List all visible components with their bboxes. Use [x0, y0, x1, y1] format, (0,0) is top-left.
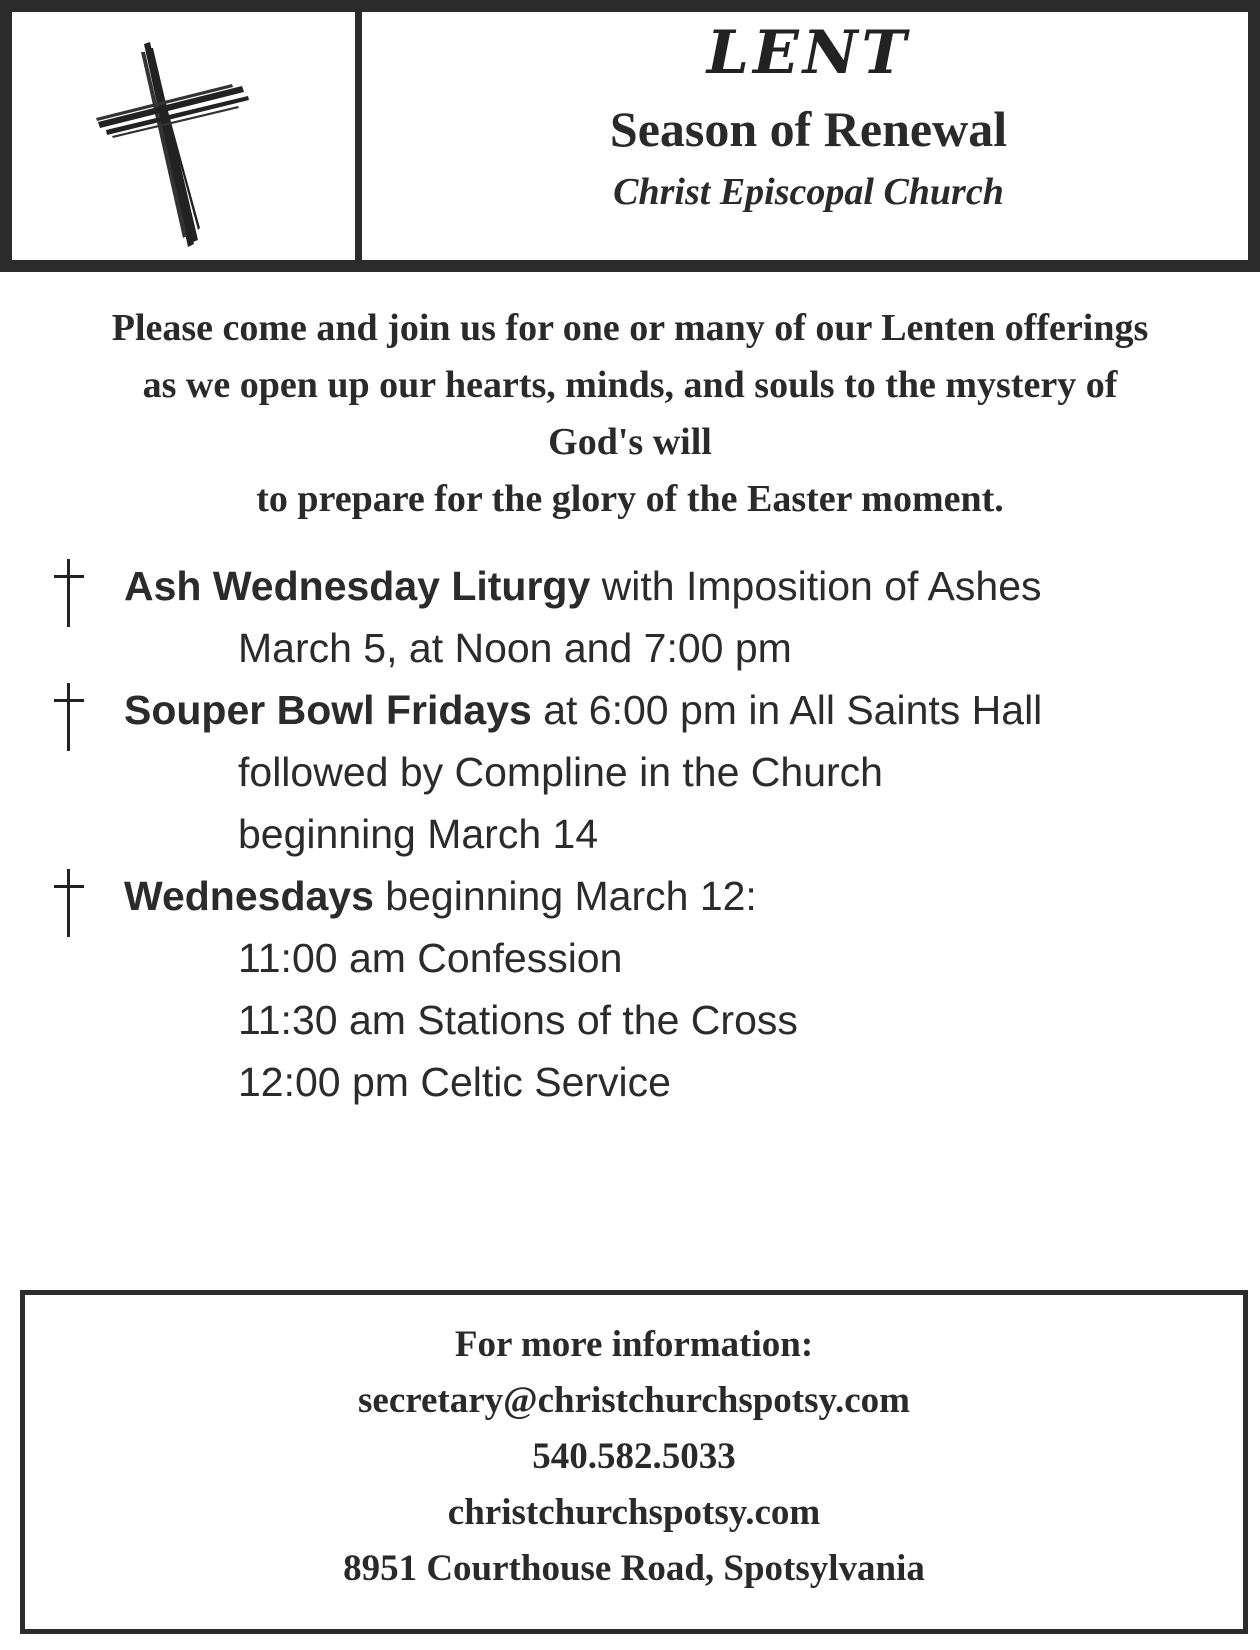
event-subline: 12:00 pm Celtic Service — [238, 1059, 671, 1105]
contact-phone: 540.582.5033 — [532, 1436, 736, 1477]
event-subline: March 5, at Noon and 7:00 pm — [238, 625, 792, 671]
dagger-cross-icon — [52, 869, 86, 937]
brush-cross-icon — [92, 40, 252, 250]
event-subline: beginning March 14 — [238, 811, 599, 857]
event-item-ash-wednesday — [0, 555, 1260, 679]
event-list — [0, 555, 1260, 1113]
event-subline: 11:30 am Stations of the Cross — [238, 997, 798, 1043]
intro-line: to prepare for the glory of the Easter moment. — [256, 478, 1004, 520]
header-banner — [0, 0, 1260, 272]
event-item-souper-bowl — [0, 679, 1260, 865]
page-title: LENT — [706, 18, 911, 88]
event-subline: 11:00 am Confession — [238, 935, 623, 981]
intro-line: Please come and join us for one or many of our Lenten offerings — [111, 307, 1149, 349]
contact-website-link[interactable]: christchurchspotsy.com — [447, 1492, 821, 1533]
season-subtitle: Season of Renewal — [609, 101, 1008, 157]
event-item-wednesdays — [0, 865, 1260, 1113]
event-name: Ash Wednesday Liturgy — [124, 563, 591, 609]
event-heading — [124, 679, 1260, 741]
event-heading — [124, 555, 1260, 617]
intro-line: God's will — [548, 421, 712, 463]
contact-address: 8951 Courthouse Road, Spotsylvania — [343, 1548, 925, 1589]
event-name: Wednesdays — [124, 873, 374, 919]
intro-line: as we open up our hearts, minds, and souls to the mystery of — [142, 364, 1118, 406]
contact-heading: For more information: — [454, 1324, 814, 1365]
event-detail: with Imposition of Ashes — [590, 563, 1042, 609]
cross-panel — [12, 12, 362, 260]
contact-email-link[interactable]: secretary@christchurchspotsy.com — [358, 1380, 910, 1421]
dagger-cross-icon — [52, 683, 86, 751]
contact-box — [20, 1290, 1248, 1634]
event-detail: beginning March 12: — [373, 873, 757, 919]
church-name: Christ Episcopal Church — [613, 171, 1004, 213]
event-detail: at 6:00 pm in All Saints Hall — [531, 687, 1043, 733]
event-heading — [124, 865, 1260, 927]
title-panel — [369, 12, 1248, 260]
dagger-cross-icon — [52, 559, 86, 627]
intro-text — [0, 300, 1260, 528]
event-subline: followed by Compline in the Church — [238, 749, 883, 795]
event-name: Souper Bowl Fridays — [124, 687, 532, 733]
